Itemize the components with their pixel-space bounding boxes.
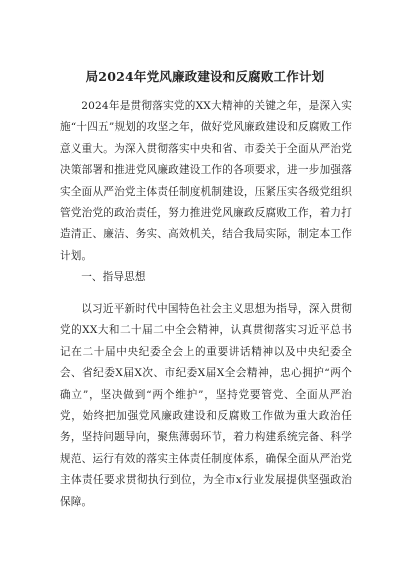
document-title: 局2024年党风廉政建设和反腐败工作计划 (85, 69, 325, 84)
section-heading: 一、指导思想 (81, 271, 146, 283)
guiding-thought-paragraph: 以习近平新时代中国特色社会主义思想为指导，深入贯彻党的XX大和二十届二中全会精神，认真贯彻落实习近平总书记在二十届中央纪委全会上的重要讲话精神以及中央纪委全会、省纪委X届X次、市纪委X届X全会精神，忠心拥护“两个确立”，坚决做到“两个维护”，坚持党要管党、全面从严治党，始终把加强党风廉政建设和反腐败工作做为重大政治任务，坚持问题导向，聚焦薄弱环节，着力构建系统完备、科学规范、运行有效的落实主体责任制度体系，确保全面从严治党主体责任要求贯彻执行到位，为全市x行业发展提供坚强政治保障。 (60, 303, 352, 508)
intro-paragraph: 2024年是贯彻落实党的XX大精神的关键之年，是深入实施“十四五”规划的攻坚之年，做好党风廉政建设和反腐败工作意义重大。为深入贯彻落实中央和省、市委关于全面从严治党决策部署和推进党风廉政建设工作的各项要求，进一步加强落实全面从严治党主体责任制度机制建设，压紧压实各级党组织管党治党的政治责任，努力推进党风廉政反腐败工作，着力打造清正、廉洁、务实、高效机关，结合我局实际，制定本工作计划。 (60, 100, 352, 262)
